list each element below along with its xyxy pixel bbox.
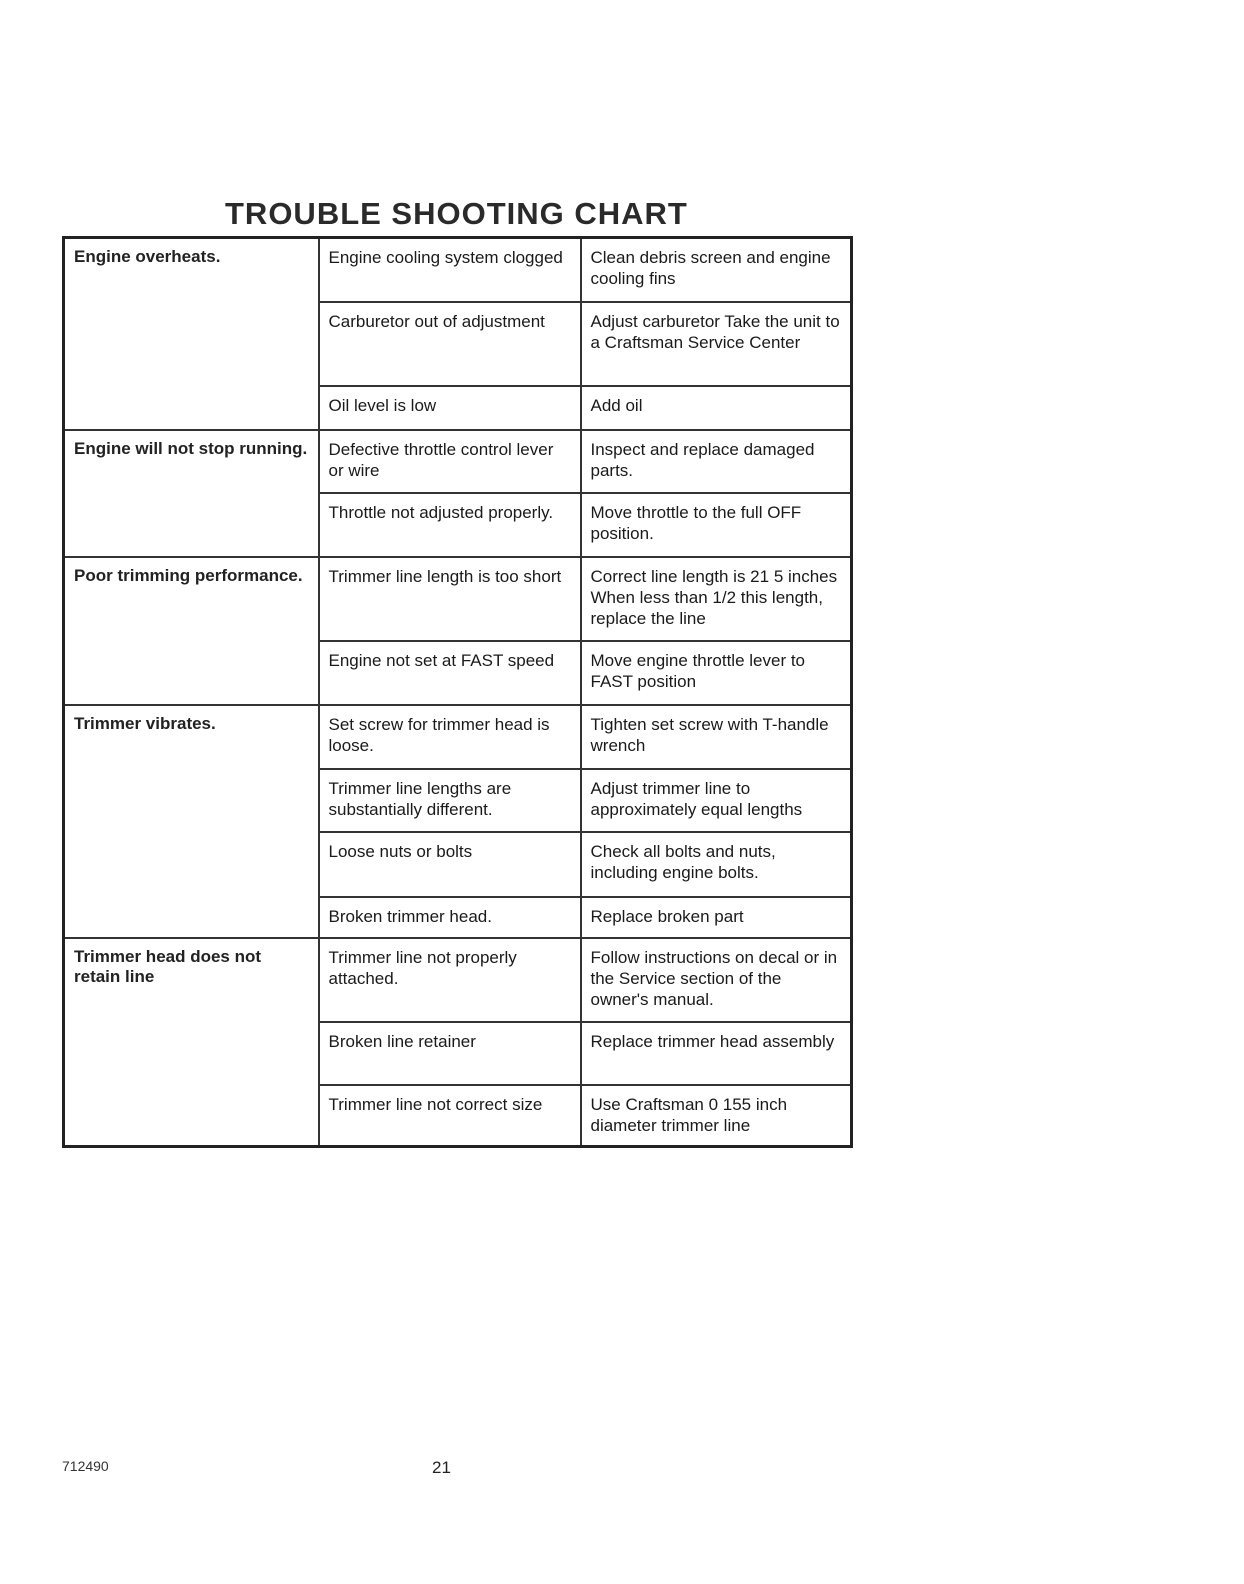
remedy-text: Clean debris screen and engine cooling fins [590,248,831,288]
remedy-cell [581,430,852,493]
remedy-text: Adjust trimmer line to approximately equal lengths [590,778,803,819]
cause-text: Defective throttle control lever or wire [328,439,554,480]
cause-cell [319,386,581,430]
remedy-cell [581,1085,852,1147]
remedy-text: Move engine throttle lever to FAST position [590,650,806,691]
page-number: 21 [432,1458,451,1477]
cause-cell [319,238,581,302]
cause-text: Trimmer line not correct size [328,1094,543,1114]
problem-cell [64,938,319,1147]
cause-cell [319,1085,581,1147]
table-row [64,938,852,1022]
remedy-text: Follow instructions on decal or in the Service section of the owner's manual. [590,947,838,1009]
cause-cell [319,769,581,832]
table-row [64,238,852,302]
cause-text: Loose nuts or bolts [328,841,473,861]
cause-cell [319,705,581,769]
cause-cell [319,557,581,641]
cause-cell [319,1022,581,1085]
cause-cell [319,832,581,897]
problem-label: Engine overheats. [74,247,221,266]
remedy-cell [581,557,852,641]
table-row [64,430,852,493]
remedy-cell [581,897,852,938]
cause-cell [319,430,581,493]
remedy-cell [581,641,852,705]
cause-text: Broken trimmer head. [328,906,492,926]
cause-text: Throttle not adjusted properly. [328,502,554,522]
page-title: TROUBLE SHOOTING CHART [225,196,688,231]
problem-label: Trimmer vibrates. [74,713,216,733]
remedy-text: Adjust carburetor Take the unit to a Craftsman Service Center [590,311,840,352]
remedy-text: Check all bolts and nuts, including engine bolts. [590,841,776,882]
cause-cell [319,897,581,938]
remedy-text: Add oil [590,395,643,415]
problem-cell [64,705,319,938]
problem-cell [64,430,319,557]
remedy-text: Replace broken part [590,906,744,926]
cause-text: Trimmer line length is too short [328,566,562,586]
remedy-text: Replace trimmer head assembly [590,1031,835,1051]
remedy-text: Correct line length is 21 5 inches When less than 1/2 this length, replace the line [590,566,838,628]
remedy-text: Inspect and replace damaged parts. [590,439,815,480]
remedy-text: Tighten set screw with T-handle wrench [590,714,829,755]
cause-text: Engine not set at FAST speed [328,650,555,670]
cause-cell [319,938,581,1022]
document-code: 712490 [62,1458,109,1474]
cause-cell [319,493,581,557]
remedy-text: Move throttle to the full OFF position. [590,502,802,543]
remedy-cell [581,238,852,302]
remedy-cell [581,1022,852,1085]
cause-text: Engine cooling system clogged [328,248,563,267]
cause-cell [319,302,581,386]
cause-text: Trimmer line lengths are substantially different. [328,778,512,819]
remedy-cell [581,832,852,897]
problem-cell [64,238,319,430]
remedy-cell [581,938,852,1022]
problem-label: Poor trimming performance. [74,565,303,585]
cause-text: Trimmer line not properly attached. [328,947,517,988]
remedy-cell [581,705,852,769]
remedy-cell [581,386,852,430]
remedy-cell [581,769,852,832]
problem-label: Trimmer head does not retain line [74,946,262,986]
cause-cell [319,641,581,705]
cause-text: Carburetor out of adjustment [328,311,545,331]
table-row [64,705,852,769]
remedy-cell [581,302,852,386]
cause-text: Broken line retainer [328,1031,476,1051]
trouble-shooting-table [62,236,853,1148]
problem-cell [64,557,319,705]
remedy-cell [581,493,852,557]
remedy-text: Use Craftsman 0 155 inch diameter trimmer line [590,1094,788,1135]
problem-label: Engine will not stop running. [74,438,308,458]
cause-text: Oil level is low [328,395,437,415]
cause-text: Set screw for trimmer head is loose. [328,714,550,755]
table-row [64,557,852,641]
